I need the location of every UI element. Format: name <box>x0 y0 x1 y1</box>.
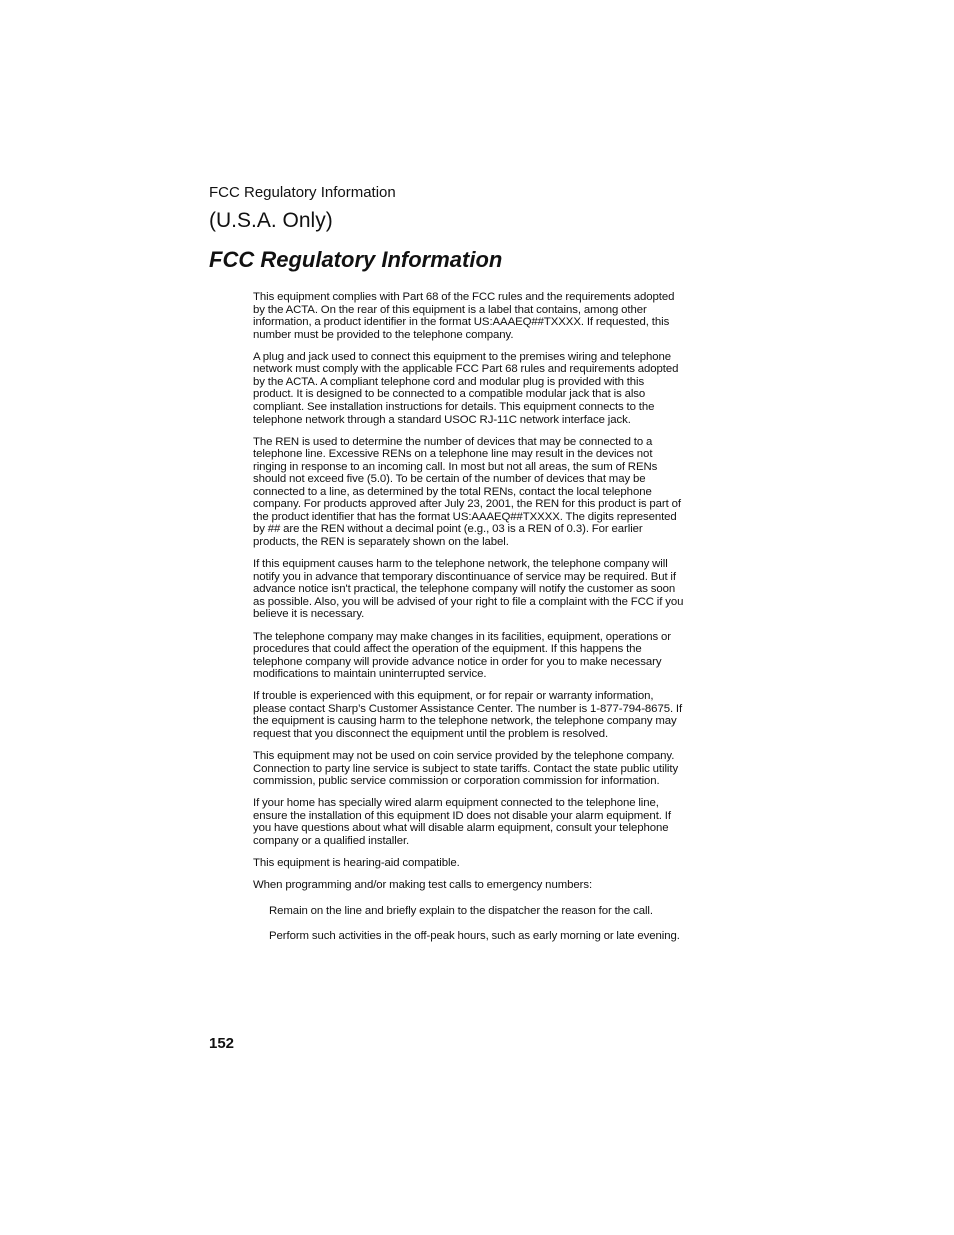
paragraph-line: ensure the installation of this equipment ID does not disable your alarm equipment. If <box>253 809 671 822</box>
paragraph <box>253 558 737 621</box>
paragraph-line: This equipment is hearing-aid compatible. <box>253 857 460 870</box>
paragraph <box>253 750 737 788</box>
page-title: FCC Regulatory Information <box>209 247 503 272</box>
paragraph <box>253 631 737 681</box>
paragraph-line: you have questions about what will disable alarm equipment, consult your telephone <box>253 822 669 835</box>
paragraph-line: telephone line. Excessive RENs on a telephone line may result in the devices not <box>253 448 653 461</box>
paragraph-line: by the ACTA. On the rear of this equipment is a label that contains, among other <box>253 303 647 316</box>
paragraph-line: If your home has specially wired alarm equipment connected to the telephone line, <box>253 797 659 810</box>
paragraph-line: If this equipment causes harm to the telephone network, the telephone company will <box>253 558 668 571</box>
paragraph-line: When programming and/or making test calls to emergency numbers: <box>253 879 593 892</box>
paragraph-line: as possible. Also, you will be advised of your right to file a complaint with the FCC if you <box>253 595 684 608</box>
paragraph-line: The REN is used to determine the number of devices that may be connected to a <box>253 435 653 448</box>
paragraph-line: by the ACTA. A compliant telephone cord and modular plug is provided with this <box>253 375 645 388</box>
paragraph-line: advance notice isn't practical, the telephone company will notify the customer as soon <box>253 583 676 596</box>
paragraph <box>253 291 737 341</box>
running-header: FCC Regulatory Information <box>209 184 396 201</box>
paragraph <box>253 436 737 549</box>
paragraph-line: A plug and jack used to connect this equipment to the premises wiring and telephone <box>253 350 671 363</box>
page-number: 152 <box>209 1035 235 1052</box>
paragraph-line: number must be provided to the telephone company. <box>253 328 514 341</box>
paragraph <box>253 879 737 892</box>
paragraph-line: If trouble is experienced with this equipment, or for repair or warranty information, <box>253 690 654 703</box>
paragraph-line: This equipment complies with Part 68 of the FCC rules and the requirements adopted <box>253 291 675 303</box>
paragraph-line: modifications to maintain uninterrupted service. <box>253 668 487 681</box>
paragraph-line: please contact Sharp’s Customer Assistance Center. The number is 1-877-794-8675. If <box>253 702 683 715</box>
bullet-list <box>253 905 737 943</box>
body-text <box>253 291 737 956</box>
paragraph-line: commission, public service commission or corporation commission for information. <box>253 775 660 788</box>
paragraph-line: compliant. See installation instructions for details. This equipment connects to the <box>253 400 655 413</box>
bullet-item: Perform such activities in the off-peak hours, such as early morning or late evening. <box>269 930 680 943</box>
paragraph-line: company. For products approved after July 23, 2001, the REN for this product is part of <box>253 498 681 511</box>
paragraph <box>253 797 737 847</box>
paragraph-line: network must comply with the applicable FCC Part 68 rules and requirements adopted <box>253 363 679 376</box>
paragraph-line: This equipment may not be used on coin service provided by the telephone company. <box>253 750 675 763</box>
paragraph-line: ringing in response to an incoming call. In most but not all areas, the sum of RENs <box>253 460 658 473</box>
paragraph-line: products, the REN is separately shown on the label. <box>253 536 509 549</box>
paragraph-line: the product identifier that has the format US:AAAEQ##TXXXX. The digits represented <box>253 510 677 523</box>
region-subtitle: (U.S.A. Only) <box>209 209 333 232</box>
paragraph-line: should not exceed five (5.0). To be certain of the number of devices that may be <box>253 473 646 486</box>
paragraph <box>253 690 737 740</box>
paragraph-line: procedures that could affect the operation of the equipment. If this happens the <box>253 643 642 656</box>
paragraph <box>253 351 737 426</box>
paragraph-line: information, a product identifier in the format US:AAAEQ##TXXXX. If requested, this <box>253 316 670 329</box>
paragraph <box>253 857 737 870</box>
paragraph-line: the equipment is causing harm to the telephone network, the telephone company may <box>253 715 677 728</box>
bullet-item: Remain on the line and briefly explain to the dispatcher the reason for the call. <box>269 904 653 917</box>
paragraph-line: by ## are the REN without a decimal point (e.g., 03 is a REN of 0.3). For earlier <box>253 523 643 536</box>
paragraph-line: notify you in advance that temporary discontinuance of service may be required. But if <box>253 570 676 583</box>
paragraph-line: telephone company will provide advance notice in order for you to make necessary <box>253 655 662 668</box>
paragraph-line: telephone network through a standard USOC RJ-11C network interface jack. <box>253 413 631 426</box>
paragraph-line: believe it is necessary. <box>253 608 365 621</box>
paragraph-line: request that you disconnect the equipment until the problem is resolved. <box>253 727 609 740</box>
paragraph-line: Connection to party line service is subject to state tariffs. Contact the state public utility <box>253 762 679 775</box>
paragraph-line: company or a qualified installer. <box>253 834 410 847</box>
paragraph-list <box>253 291 737 892</box>
paragraph-line: The telephone company may make changes in its facilities, equipment, operations or <box>253 630 671 643</box>
paragraph-line: product. It is designed to be connected to a compatible modular jack that is also <box>253 388 646 401</box>
paragraph-line: connected to a line, as determined by the total RENs, contact the local telephone <box>253 485 652 498</box>
